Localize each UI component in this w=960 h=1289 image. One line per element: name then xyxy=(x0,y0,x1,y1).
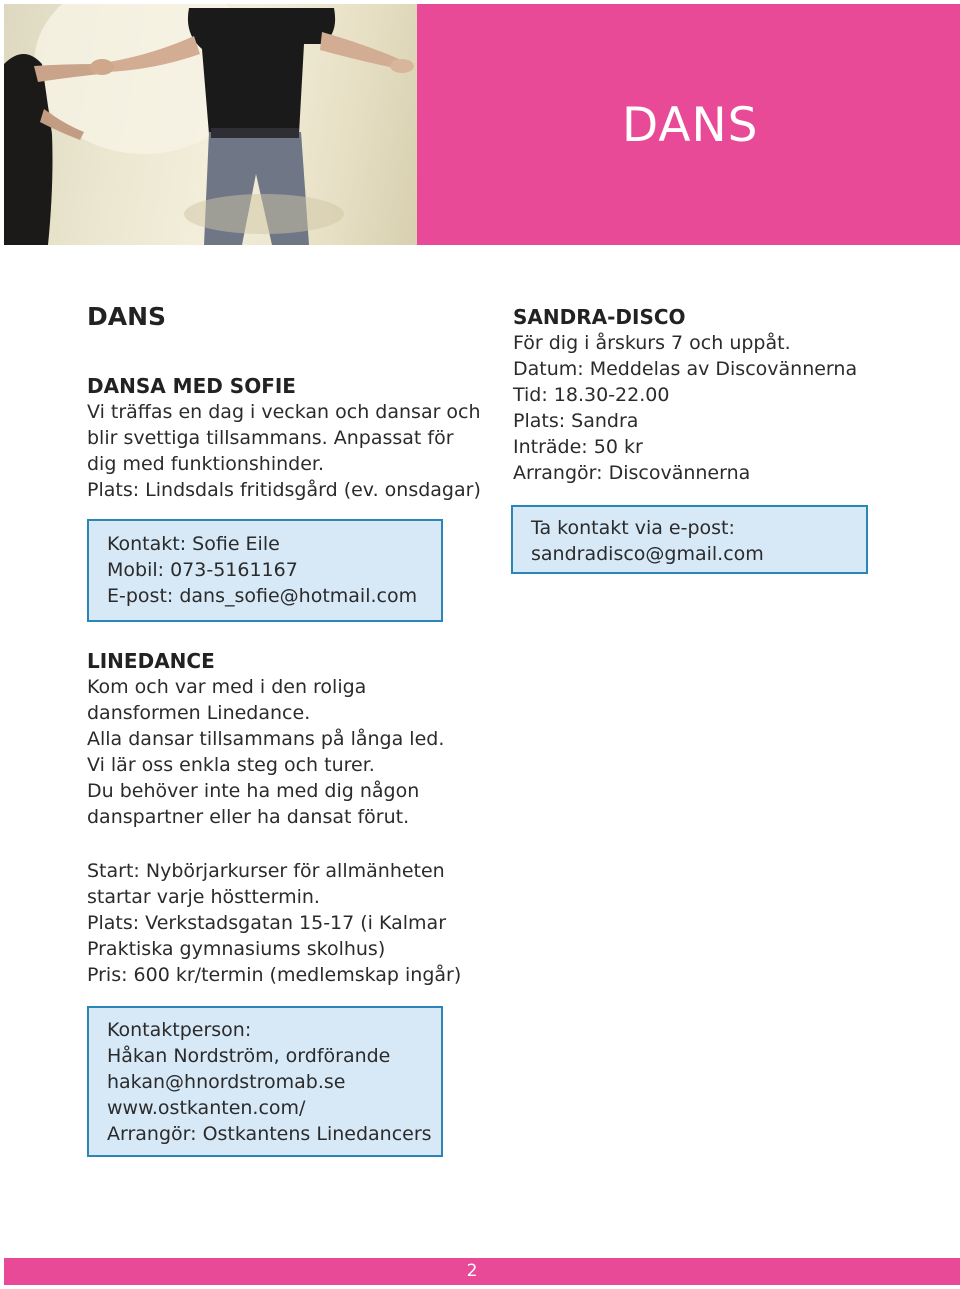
linedance-contact-organizer: Arrangör: Ostkantens Linedancers xyxy=(107,1123,432,1145)
linedance-block xyxy=(87,648,444,830)
linedance-contact-name: Håkan Nordström, ordförande xyxy=(107,1045,391,1067)
sofie-contact-name: Kontakt: Sofie Eile xyxy=(107,533,280,555)
linedance-info-line: Plats: Verkstadsgatan 15-17 (i Kalmar xyxy=(87,912,447,934)
sofie-line: blir svettiga tillsammans. Anpassat för xyxy=(87,427,454,449)
disco-block xyxy=(513,304,857,486)
disco-line: Tid: 18.30-22.00 xyxy=(513,384,670,406)
disco-line: För dig i årskurs 7 och uppåt. xyxy=(513,332,791,354)
sofie-line: Plats: Lindsdals fritidsgård (ev. onsdagar) xyxy=(87,479,481,501)
page-number: 2 xyxy=(466,1261,478,1281)
linedance-info xyxy=(87,858,461,988)
header-title: DANS xyxy=(622,98,759,153)
header-photo xyxy=(4,4,417,245)
sofie-block xyxy=(87,373,481,503)
section-heading: DANS xyxy=(87,302,167,331)
linedance-info-line: startar varje hösttermin. xyxy=(87,886,320,908)
linedance-contact-website[interactable]: www.ostkanten.com/ xyxy=(107,1097,306,1119)
linedance-contact-label: Kontaktperson: xyxy=(107,1019,252,1041)
disco-line: Plats: Sandra xyxy=(513,410,639,432)
sofie-line: Vi träffas en dag i veckan och dansar och xyxy=(87,401,481,423)
sofie-line: dig med funktionshinder. xyxy=(87,453,325,475)
disco-title: SANDRA-DISCO xyxy=(513,305,686,329)
dancers-illustration xyxy=(4,4,417,245)
linedance-info-line: Pris: 600 kr/termin (medlemskap ingår) xyxy=(87,964,462,986)
disco-contact-email[interactable]: sandradisco@gmail.com xyxy=(531,543,764,565)
linedance-line: danspartner eller ha dansat förut. xyxy=(87,806,410,828)
linedance-line: Vi lär oss enkla steg och turer. xyxy=(87,754,375,776)
linedance-line: Du behöver inte ha med dig någon xyxy=(87,780,420,802)
disco-contact-label: Ta kontakt via e-post: xyxy=(531,517,735,539)
linedance-info-line: Praktiska gymnasiums skolhus) xyxy=(87,938,386,960)
disco-line: Datum: Meddelas av Discovännerna xyxy=(513,358,858,380)
linedance-line: Kom och var med i den roliga xyxy=(87,676,367,698)
disco-contact-box xyxy=(511,505,868,574)
linedance-contact-box xyxy=(87,1006,443,1157)
linedance-contact-email[interactable]: hakan@hnordstromab.se xyxy=(107,1071,346,1093)
disco-line: Inträde: 50 kr xyxy=(513,436,643,458)
disco-line: Arrangör: Discovännerna xyxy=(513,462,751,484)
sofie-contact-email[interactable]: E-post: dans_sofie@hotmail.com xyxy=(107,585,418,607)
sofie-contact-box xyxy=(87,519,443,622)
linedance-info-line: Start: Nybörjarkurser för allmänheten xyxy=(87,860,445,882)
linedance-line: dansformen Linedance. xyxy=(87,702,311,724)
linedance-line: Alla dansar tillsammans på långa led. xyxy=(87,728,445,750)
sofie-title: DANSA MED SOFIE xyxy=(87,374,296,398)
linedance-title: LINEDANCE xyxy=(87,649,215,673)
sofie-contact-phone: Mobil: 073-5161167 xyxy=(107,559,298,581)
